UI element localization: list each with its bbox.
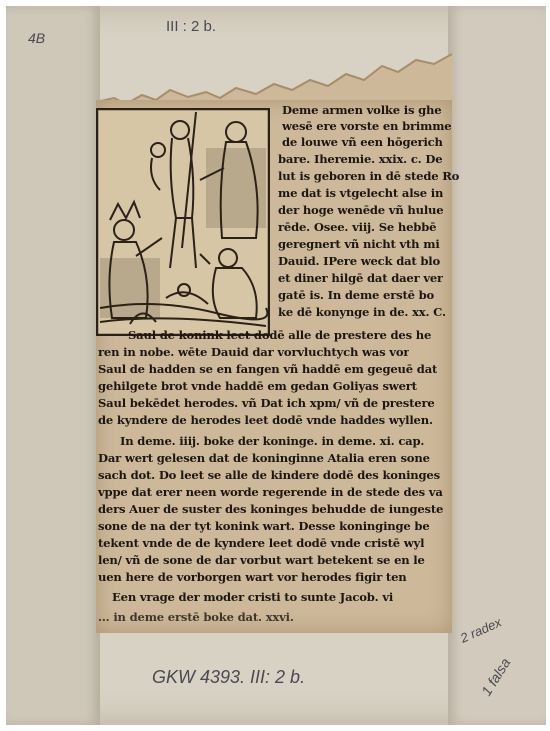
text-line: Deme armen volke is ghe xyxy=(282,103,442,117)
text-line: Saul de konink leet dodē alle de prestere des he xyxy=(128,328,432,342)
annotation-right-a: 2 radex xyxy=(458,614,504,646)
text-line: ... in deme erstē boke dat. xxvi. xyxy=(98,610,294,624)
text-line: len/ vñ de sone de dar vorbut wart betekent se en le xyxy=(98,553,425,567)
text-line: bare. Iheremie. xxix. c. De xyxy=(278,152,443,166)
text-line: vppe dat erer neen worde regerende in de stede des va xyxy=(98,485,443,499)
text-line: de louwe vñ een hōgerich xyxy=(282,135,443,149)
left-mount-strip xyxy=(6,6,100,725)
text-line: gehilgete brot vnde haddē em gedan Goliyas swert xyxy=(98,379,417,393)
text-line: Dauid. IPere weck dat blo xyxy=(278,254,441,268)
text-line: de kyndere de herodes leet dodē vnde haddes wyllen. xyxy=(98,413,433,427)
annotation-top-center: III : 2 b. xyxy=(166,18,217,35)
text-line: geregnert vñ nicht vth mi xyxy=(278,237,440,251)
text-line: me dat is vtgelecht alse in xyxy=(278,186,444,200)
annotation-top-left: 4B xyxy=(28,30,46,46)
text-line: Saul de hadden se en fangen vñ haddē em gegeuē dat xyxy=(98,362,438,376)
text-line: ders Auer de suster des koninges behudde de iungeste xyxy=(98,502,444,516)
annotation-right-b: 1 falsa xyxy=(478,655,514,699)
printed-text-block xyxy=(96,100,460,633)
text-line: sone de na der tyt konink wart. Desse koninginge be xyxy=(98,519,430,533)
text-line: der hoge wenēde vñ hulue xyxy=(278,203,444,217)
text-line: lut is geboren in dē stede Ro xyxy=(278,169,460,183)
text-line: tekent vnde de de kyndere leet dodē vnde cristē wyl xyxy=(98,536,425,550)
annotation-catalog-number: GKW 4393. III: 2 b. xyxy=(152,667,306,687)
text-line: rēde. Osee. viij. Se hebbē xyxy=(278,220,437,234)
text-line: et diner hilgē dat daer ver xyxy=(278,271,443,285)
text-line: Saul bekēdet herodes. vñ Dat ich xpm/ vñ de prestere xyxy=(98,396,435,410)
text-line: In deme. iiij. boke der koninge. in deme. xi. cap. xyxy=(120,434,425,448)
text-line: Dar wert gelesen dat de koninginne Atalia eren sone xyxy=(98,451,430,465)
text-line: ke dē konynge in de. xx. C. xyxy=(278,305,446,319)
text-line: uen here de vorborgen wart vor herodes figir ten xyxy=(98,570,407,584)
text-line: Een vrage der moder cristi to sunte Jacob. vi xyxy=(112,590,394,604)
text-line: gatē is. In deme erstē bo xyxy=(278,288,435,302)
text-line: wesē ere vorste en brimme xyxy=(282,119,452,133)
text-line: ren in nobe. wēte Dauid dar vorvluchtych was vor xyxy=(98,345,410,359)
text-line: sach dot. Do leet se alle de kindere dodē des koninges xyxy=(98,468,440,482)
